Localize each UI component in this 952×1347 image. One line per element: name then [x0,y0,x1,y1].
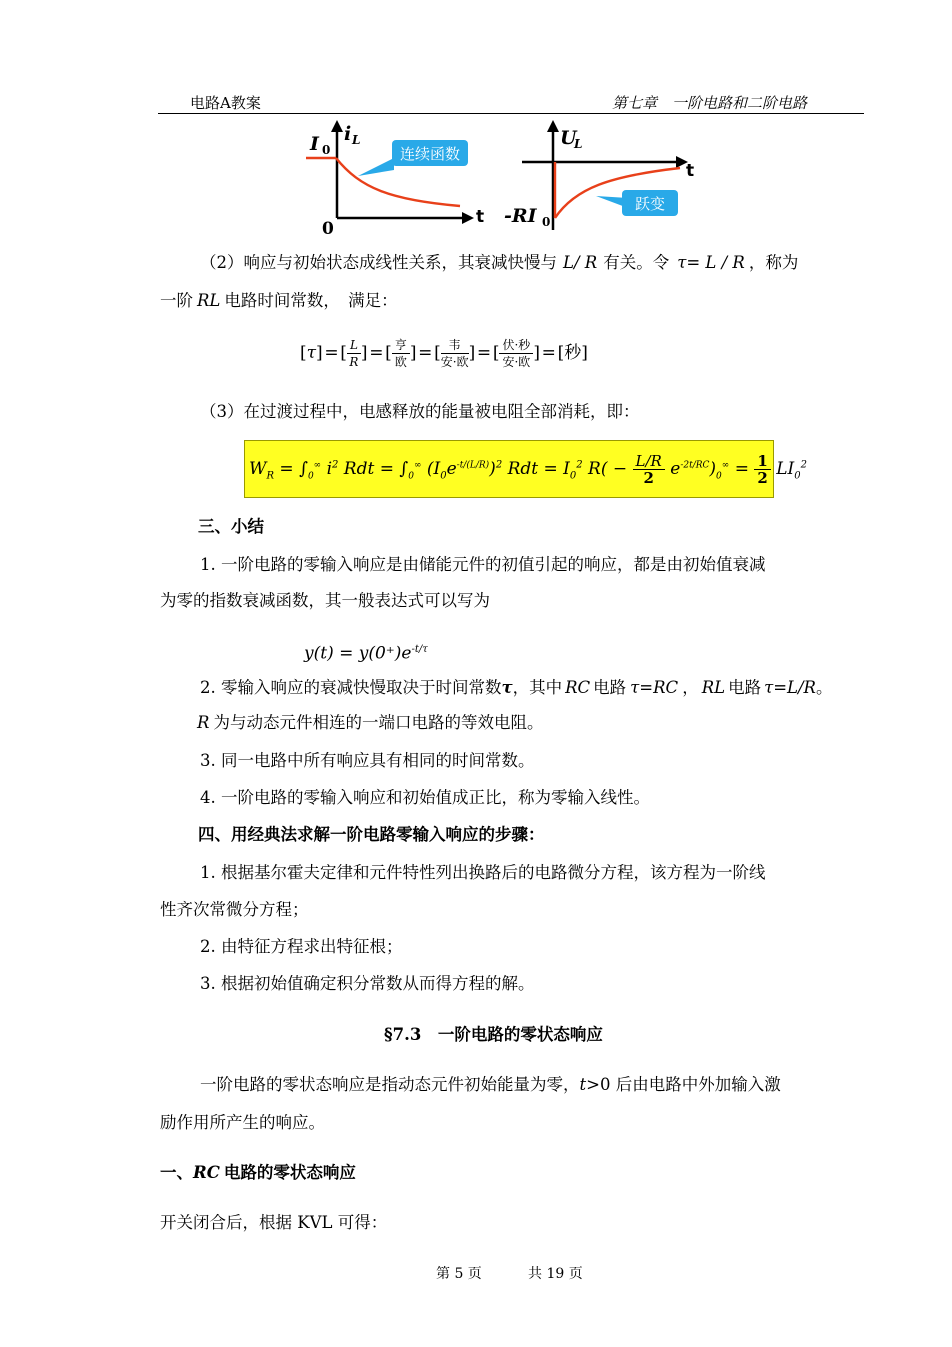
para-2-line2: 一阶 RL 电路时间常数， 满足： [160,291,398,310]
summary-item2-line1: 2. 零输入响应的衰减快慢取决于时间常数τ，其中 RC 电路 τ=RC ， RL 电路 τ=L/R。 [200,678,833,697]
label-neg-ri0: -RI [504,205,537,227]
summary-item3: 3. 同一电路中所有响应具有相同的时间常数。 [200,751,535,770]
footer-page: 第 5 页 [436,1266,482,1282]
steps-step1-line2: 性齐次常微分方程； [160,900,309,919]
steps-step1-line1: 1. 根据基尔霍夫定律和元件特性列出换路后的电路微分方程，该方程为一阶线 [200,863,766,882]
footer-total: 共 19 页 [528,1266,583,1282]
summary-item1-line2: 为零的指数衰减函数，其一般表达式可以写为 [160,591,490,610]
label-il: i [344,123,352,145]
energy-equation: $W_R = \int_0^\infty$ $i^2$ Rdt = $\int_0^\infty$ $(I_0e^{-t/(L/R)})^2$ Rdt = $I_0^2$ R( − $\frac{L/R}{2}$ $e^{-2t/RC})_0^\infty$ = $\frac{1}{2}$ $LI_0^2$ [249,452,807,487]
figure-il-curve [300,118,490,236]
section-73-intro-line1: 一阶电路的零状态响应是指动态元件初始能量为零，t>0 后由电路中外加输入激 [200,1075,781,1094]
figure-ul-curve [500,118,700,236]
callout-continuous: 连续函数 [399,145,461,163]
label-ul-sub: L [574,137,583,151]
unit-equation: [τ] = [ $\frac{L}{R}$ ] = [ $\frac{\text{亨}}{\text{欧}}$ ] = [ $\frac{\text{韦}}{\text{安·欧}}$ ] = [ $\frac{\text{伏·秒}}{\text{安·欧}}$ ] = [秒] [300,338,588,369]
rc-text: 开关闭合后，根据 KVL 可得： [160,1213,388,1232]
header-right: 第七章 一阶电路和二阶电路 [612,94,808,112]
summary-item1-line1: 1. 一阶电路的零输入响应是由储能元件的初值引起的响应，都是由初始值衰减 [200,555,766,574]
label-t-left: t [476,207,485,227]
rc-title: 一、RC 电路的零状态响应 [160,1163,356,1182]
section-73-title: §7.3 一阶电路的零状态响应 [384,1025,603,1044]
label-il-sub: L [352,133,361,147]
section-73-intro-line2: 励作用所产生的响应。 [160,1113,325,1132]
summary-formula: $y(t) = y(0^+)e^{-t/\tau}$ [304,643,428,664]
summary-title: 三、小结 [198,517,264,536]
label-i0-sub: 0 [322,143,331,157]
label-origin: 0 [322,219,334,236]
callout-jump: 跃变 [634,195,666,213]
energy-equation-box [244,440,807,498]
para-2-line1: （2）响应与初始状态成线性关系，其衰减快慢与 L/ R 有关。令 τ= L / R ，称为 [200,253,799,272]
header-rule [158,113,864,114]
label-t-right: t [686,161,695,181]
label-ul: U [560,127,577,149]
para-3: （3）在过渡过程中，电感释放的能量被电阻全部消耗，即： [200,402,640,421]
steps-step3: 3. 根据初始值确定积分常数从而得方程的解。 [200,974,535,993]
steps-title: 四、用经典法求解一阶电路零输入响应的步骤： [198,825,545,844]
header-left: 电路A教案 [190,94,261,112]
label-neg-ri0-sub: 0 [542,215,551,229]
steps-step2: 2. 由特征方程求出特征根； [200,937,403,956]
label-i0: I [310,133,319,155]
summary-item2-line2: R 为与动态元件相连的一端口电路的等效电阻。 [197,713,544,732]
summary-item4: 4. 一阶电路的零输入响应和初始值成正比，称为零输入线性。 [200,788,650,807]
